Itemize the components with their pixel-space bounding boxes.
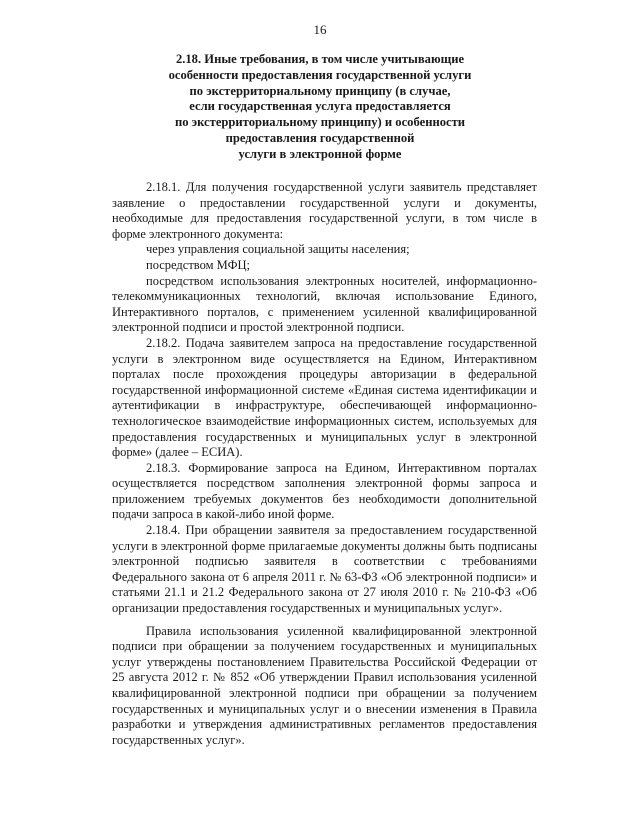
heading-line: по экстерриториальному принципу) и особенности [174,115,466,130]
heading-line: предоставления государственной [225,130,415,145]
paragraph-2-18-1: 2.18.1. Для получения государственной услуги заявитель представляет заявление о предоставлении государственной услуги и документы, необходимые для предоставления государственной услуги, в том числе в форме электронного документа: [112,180,537,241]
paragraph-2-18-3: 2.18.3. Формирование запроса на Едином, Интерактивном порталах осуществляется посредством заполнения электронной формы запроса и приложением требуемых документов без необходимости дополнительной подачи запроса в какой-либо иной форме. [112,460,537,522]
heading-line: 2.18. Иные требования, в том числе учитывающие [175,52,465,66]
list-item-electronic-media: посредством использования электронных носителей, информационно-телекоммуникационных технологий, включая использование Единого, Интерактивного порталов, с применением усиленной квалифицированной электронной подписи и простой электронной подписи. [112,273,537,335]
paragraph-2-18-2: 2.18.2. Подача заявителем запроса на предоставление государственной услуги в электронном виде осуществляется на Едином, Интерактивном порталах после прохождения процедуры авторизации в федеральной государственной информационной системе «Единая система идентификации и аутентификации в инфраструктуре, обеспечивающей информационно-технологическое взаимодействие информационных систем, используемых для предоставления государственных и муниципальных услуг в электронной форме» (далее – ЕСИА). [112,335,537,460]
page-number: 16 [313,22,327,37]
heading-line: если государственная услуга предоставляется [189,99,451,114]
paragraph-signature-rules: Правила использования усиленной квалифицированной электронной подписи при обращении за получением государственных и муниципальных услуг утверждены постановлением Правительства Российской Федерации от 25 августа 2012 г. № 852 «Об утверждении Правил использования усиленной квалифицированной электронной подписи при обращении за получением государственных и муниципальных услуг и о внесении изменения в Правила разработки и утверждения административных регламентов предоставления государственных услуг». [112,623,537,747]
heading-line: услуги в электронной форме [238,146,402,161]
body-text [112,180,537,748]
section-heading [110,52,530,163]
heading-line: особенности предоставления государственной услуги [168,67,472,82]
paragraph-2-18-4: 2.18.4. При обращении заявителя за предоставлением государственной услуги в электронной форме прилагаемые документы должны быть подписаны электронной подписью заявителя в соответствии с требованиями Федерального закона от 6 апреля 2011 г. № 63-ФЗ «Об электронной подписи» и статьями 21.1 и 21.2 Федерального закона от 27 июля 2010 г. № 210-ФЗ «Об организации предоставления государственных и муниципальных услуг». [112,523,537,616]
list-item-mfc: посредством МФЦ; [146,257,250,272]
heading-line: по экстерриториальному принципу (в случае, [189,83,451,98]
list-item-social-protection: через управления социальной защиты населения; [146,242,410,257]
